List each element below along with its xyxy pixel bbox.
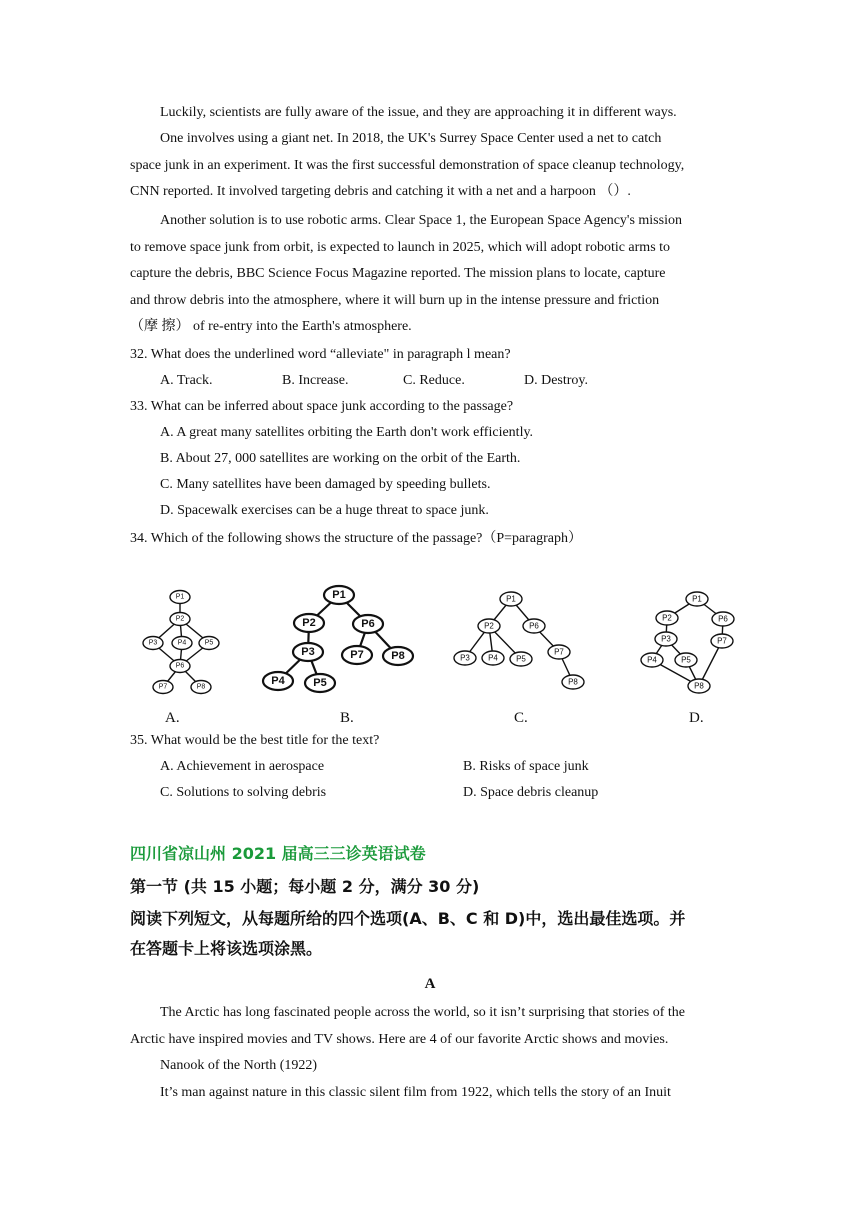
paragraph-robotic-arms (130, 208, 730, 341)
q32-option-d: D. Destroy. (524, 373, 589, 388)
node-label: P5 (516, 654, 526, 664)
node-label: P3 (460, 653, 470, 663)
text-line: and throw debris into the atmosphere, where it will burn up in the intense pressure and friction (130, 292, 660, 308)
node-label: P4 (177, 639, 187, 647)
q32-option-a: A. Track. (160, 373, 213, 388)
text-line: space junk in an experiment. It was the first successful demonstration of space cleanup technology, (130, 157, 685, 173)
node-label: P5 (681, 655, 691, 665)
text-line: The Arctic has long fascinated people across the world, so it isn’t surprising that stories of the (160, 1005, 686, 1020)
question-35: 35. What would be the best title for the text? (130, 733, 380, 748)
node-label: P8 (391, 650, 405, 662)
q35-option-d: D. Space debris cleanup (463, 785, 599, 800)
node-label: P4 (271, 675, 285, 687)
text-line: CNN reported. It involved targeting debris and catching it with a net and a harpoon （）. (130, 184, 631, 199)
node-label: P3 (661, 634, 671, 644)
node-label: P8 (694, 681, 704, 691)
q35-option-c: C. Solutions to solving debris (160, 785, 327, 800)
part-heading: 第一节 (共 15 小题；每小题 2 分，满分 30 分) (130, 877, 480, 896)
diagram-c (454, 592, 584, 689)
q33-option-a: A. A great many satellites orbiting the Earth don't work efficiently. (160, 425, 534, 440)
node-label: P6 (718, 614, 728, 624)
node-label: P4 (488, 653, 498, 663)
diagram-label-c: C. (514, 710, 528, 726)
text-line: One involves using a giant net. In 2018, the UK's Surrey Space Center used a net to catch (160, 131, 662, 146)
node-label: P6 (529, 621, 539, 631)
text-line: Arctic have inspired movies and TV shows. Here are 4 of our favorite Arctic shows and movies. (130, 1031, 669, 1047)
text-line: Nanook of the North (1922) (160, 1058, 318, 1073)
question-34: 34. Which of the following shows the structure of the passage?（P=paragraph） (130, 531, 583, 546)
node-label: P6 (361, 618, 375, 630)
q33-option-c: C. Many satellites have been damaged by speeding bullets. (160, 477, 491, 492)
instruction-line: 在答题卡上将该选项涂黑。 (130, 939, 323, 958)
q35-option-a: A. Achievement in aerospace (160, 759, 325, 774)
node-label: P7 (554, 647, 564, 657)
node-label: P7 (158, 683, 168, 691)
text-line: to remove space junk from orbit, is expected to launch in 2025, which will adopt robotic arms to (130, 239, 671, 255)
node-label: P1 (332, 589, 346, 601)
question-32: 32. What does the underlined word “alleviate" in paragraph l mean? (130, 347, 511, 362)
node-label: P2 (662, 613, 672, 623)
q32-option-c: C. Reduce. (403, 373, 465, 388)
text-line: capture the debris, BBC Science Focus Magazine reported. The mission plans to locate, capture (130, 266, 666, 281)
node-label: P2 (175, 615, 185, 623)
node-label: P8 (196, 683, 206, 691)
node-label: P7 (717, 636, 727, 646)
instruction-line: 阅读下列短文，从每题所给的四个选项(A、B、C 和 D)中，选出最佳选项。并 (130, 909, 686, 928)
passage-a (130, 1000, 730, 1106)
node-label: P1 (175, 593, 185, 601)
q35-option-b: B. Risks of space junk (463, 759, 589, 774)
diagram-b (263, 586, 413, 692)
section-title: 四川省凉山州 2021 届高三三诊英语试卷 (130, 844, 426, 863)
node-label: P8 (568, 677, 578, 687)
node-label: P6 (175, 662, 185, 670)
paragraph-net (130, 126, 730, 206)
node-label: P7 (350, 649, 364, 661)
q33-option-b: B. About 27, 000 satellites are working on the orbit of the Earth. (160, 451, 521, 466)
node-label: P2 (302, 617, 316, 629)
q33-option-d: D. Spacewalk exercises can be a huge threat to space junk. (160, 503, 489, 518)
paragraph-luckily (130, 100, 730, 127)
diagram-label-d: D. (689, 710, 704, 726)
node-label: P4 (647, 655, 657, 665)
instructions (130, 904, 730, 964)
diagram-label-b: B. (340, 710, 354, 726)
node-label: P3 (148, 639, 158, 647)
node-label: P2 (484, 621, 494, 631)
node-label: P1 (692, 594, 702, 604)
text-line: （摩 擦） of re-entry into the Earth's atmosphere. (130, 319, 412, 334)
diagram-label-a: A. (165, 710, 180, 726)
q32-option-b: B. Increase. (282, 373, 349, 388)
node-label: P1 (506, 594, 516, 604)
structure-diagrams (0, 580, 860, 740)
text-line: Another solution is to use robotic arms. Clear Space 1, the European Space Agency's mission (160, 213, 682, 228)
text-line: Luckily, scientists are fully aware of the issue, and they are approaching it in different ways. (160, 105, 677, 120)
node-label: P5 (204, 639, 214, 647)
node-label: P5 (313, 677, 327, 689)
node-label: P3 (301, 646, 315, 658)
passage-letter: A (424, 976, 436, 992)
question-33: 33. What can be inferred about space junk according to the passage? (130, 399, 514, 414)
text-line: It’s man against nature in this classic silent film from 1922, which tells the story of an Inuit (160, 1084, 671, 1100)
